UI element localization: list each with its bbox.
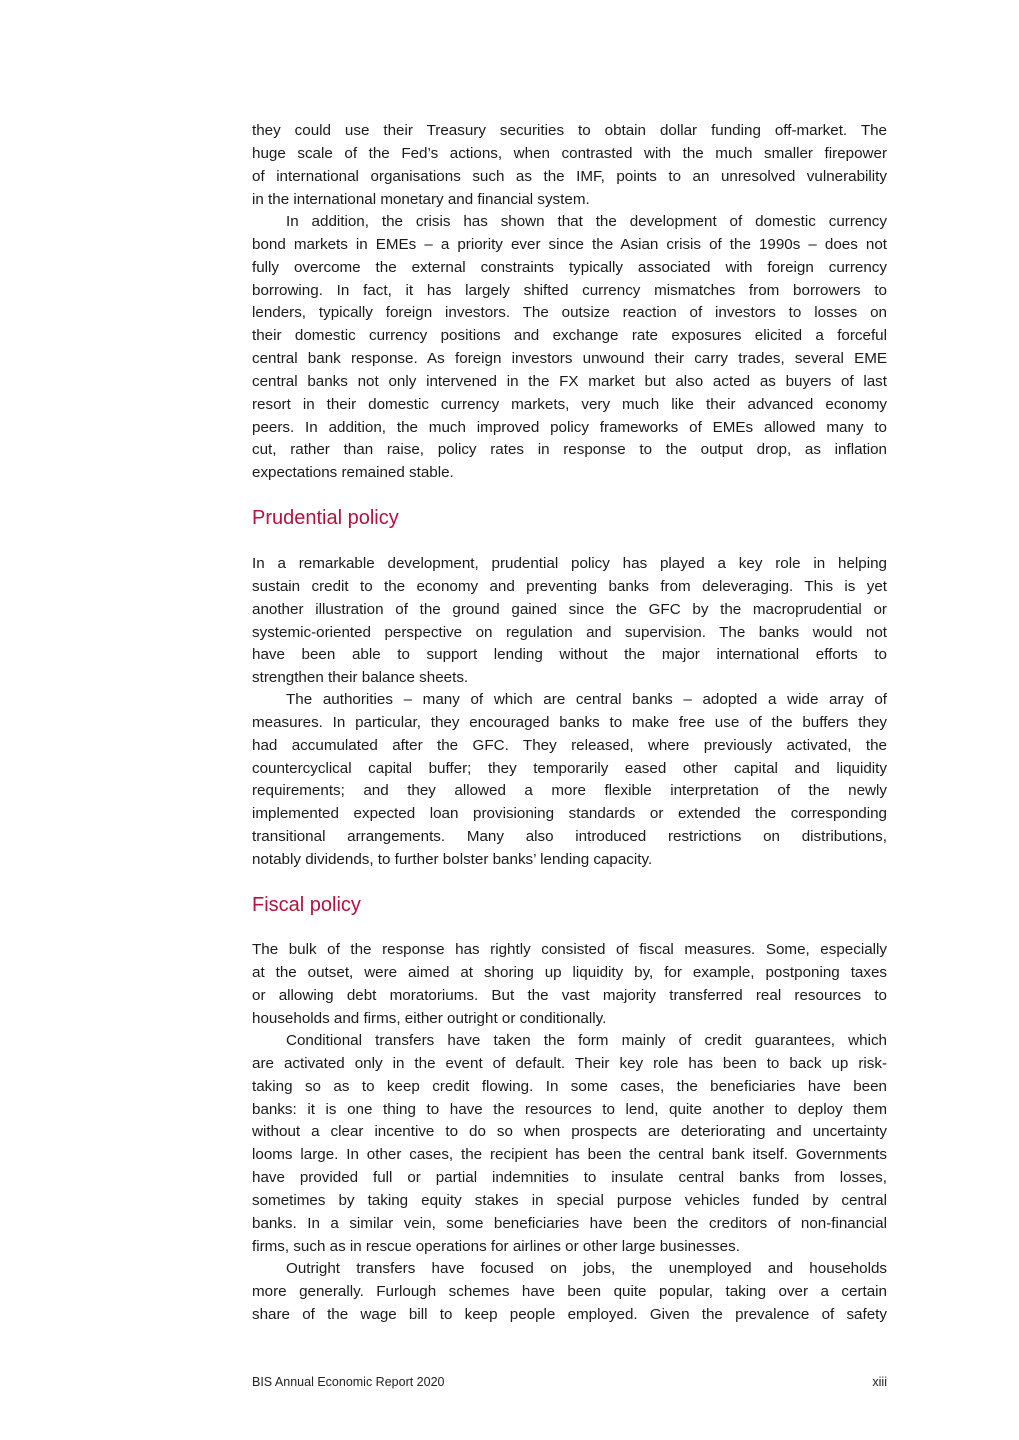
text-line: are activated only in the event of default. Their key role has been to back up risk- — [252, 1054, 887, 1072]
text-line: more generally. Furlough schemes have been quite popular, taking over a certain — [252, 1282, 887, 1300]
text-line: Conditional transfers have taken the form mainly of credit guarantees, which — [286, 1032, 887, 1049]
paragraph — [252, 553, 887, 690]
text-line: without a clear incentive to do so when prospects are deteriorating and uncertainty — [252, 1123, 887, 1141]
text-line: looms large. In other cases, the recipient has been the central bank itself. Governments — [252, 1146, 887, 1164]
text-line: The bulk of the response has rightly consisted of fiscal measures. Some, especially — [252, 941, 887, 958]
text-line: In addition, the crisis has shown that the development of domestic currency — [286, 213, 887, 230]
text-line: in the international monetary and financial system. — [252, 190, 590, 208]
text-line: strengthen their balance sheets. — [252, 669, 469, 687]
footer-report-title: BIS Annual Economic Report 2020 — [252, 1375, 445, 1389]
text-line: another illustration of the ground gained since the GFC by the macroprudential or — [252, 600, 887, 618]
text-line: taking so as to keep credit flowing. In some cases, the beneficiaries have been — [252, 1077, 887, 1095]
text-line: borrowing. In fact, it has largely shifted currency mismatches from borrowers to — [252, 281, 887, 299]
text-line: central banks not only intervened in the FX market but also acted as buyers of last — [252, 372, 887, 390]
text-line: banks: it is one thing to have the resources to lend, quite another to deploy them — [252, 1100, 887, 1118]
text-line: or allowing debt moratoriums. But the vast majority transferred real resources to — [252, 986, 887, 1004]
text-line: share of the wage bill to keep people employed. Given the prevalence of safety — [252, 1305, 887, 1323]
paragraph — [252, 689, 887, 872]
text-line: In a remarkable development, prudential policy has played a key role in helping — [252, 555, 887, 572]
paragraph — [252, 211, 887, 485]
text-line: central bank response. As foreign investors unwound their carry trades, several EME — [252, 350, 887, 368]
text-line: resort in their domestic currency markets, very much like their advanced economy — [252, 395, 887, 413]
text-line: transitional arrangements. Many also introduced restrictions on distributions, — [252, 828, 887, 846]
text-line: they could use their Treasury securities to obtain dollar funding off-market. The — [252, 122, 887, 139]
paragraph — [252, 120, 887, 211]
text-line: fully overcome the external constraints typically associated with foreign currency — [252, 258, 887, 276]
text-line: huge scale of the Fed’s actions, when contrasted with the much smaller firepower — [252, 144, 887, 162]
text-line: lenders, typically foreign investors. The outsize reaction of investors to losses on — [252, 304, 887, 322]
paragraph — [252, 1030, 887, 1258]
text-line: households and firms, either outright or conditionally. — [252, 1009, 607, 1027]
text-line: have been able to support lending without the major international efforts to — [252, 646, 887, 664]
text-line: at the outset, were aimed at shoring up liquidity by, for example, postponing taxes — [252, 963, 887, 981]
text-line: banks. In a similar vein, some beneficiaries have been the creditors of non-financial — [252, 1214, 887, 1232]
text-line: expectations remained stable. — [252, 464, 454, 482]
footer-page-number: xiii — [872, 1375, 887, 1389]
text-line: have provided full or partial indemnities to insulate central banks from losses, — [252, 1169, 887, 1187]
section-heading: Prudential policy — [252, 507, 399, 529]
paragraph — [252, 1258, 887, 1327]
text-line: notably dividends, to further bolster banks’ lending capacity. — [252, 850, 653, 868]
text-line: sometimes by taking equity stakes in special purpose vehicles funded by central — [252, 1191, 887, 1209]
section-heading: Fiscal policy — [252, 894, 361, 916]
text-line: requirements; and they allowed a more flexible interpretation of the newly — [252, 782, 887, 800]
text-line: implemented expected loan provisioning standards or extended the corresponding — [252, 805, 887, 823]
text-line: of international organisations such as the IMF, points to an unresolved vulnerability — [252, 167, 887, 185]
text-line: firms, such as in rescue operations for airlines or other large businesses. — [252, 1237, 740, 1255]
text-line: cut, rather than raise, policy rates in response to the output drop, as inflation — [252, 441, 887, 459]
paragraph — [252, 939, 887, 1030]
text-line: bond markets in EMEs – a priority ever since the Asian crisis of the 1990s – does not — [252, 235, 887, 253]
text-line: Outright transfers have focused on jobs, the unemployed and households — [286, 1260, 887, 1277]
text-line: peers. In addition, the much improved policy frameworks of EMEs allowed many to — [252, 418, 887, 436]
text-line: countercyclical capital buffer; they temporarily eased other capital and liquidity — [252, 759, 887, 777]
text-line: sustain credit to the economy and preventing banks from deleveraging. This is yet — [252, 577, 887, 595]
text-line: had accumulated after the GFC. They released, where previously activated, the — [252, 736, 887, 754]
text-line: measures. In particular, they encouraged banks to make free use of the buffers they — [252, 713, 887, 731]
text-line: systemic-oriented perspective on regulation and supervision. The banks would not — [252, 623, 887, 641]
text-line: The authorities – many of which are central banks – adopted a wide array of — [286, 691, 887, 708]
text-line: their domestic currency positions and exchange rate exposures elicited a forceful — [252, 327, 887, 345]
